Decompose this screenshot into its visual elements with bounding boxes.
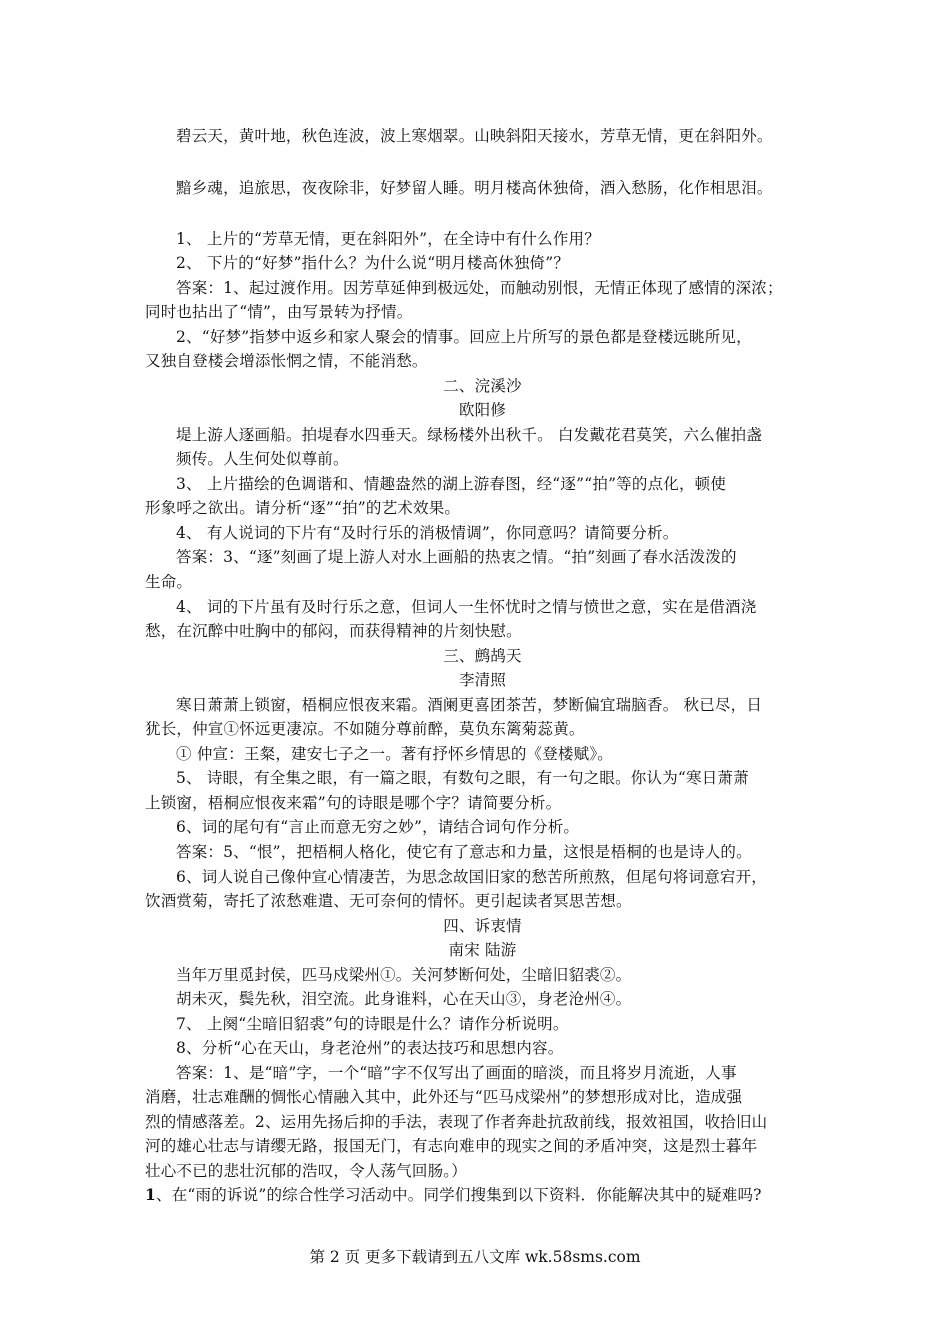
section-title: 四、诉衷情 [443,917,522,935]
poem-line: 碧云天，黄叶地，秋色连波，波上寒烟翠。山映斜阳天接水，芳草无情，更在斜阳外。 [176,127,773,145]
answer-line: 饮酒赏菊，寄托了浓愁难遣、无可奈何的情怀。更引起读者冥思苦想。 [145,892,632,910]
question: 形象呼之欲出。请分析“逐”“拍”的艺术效果。 [145,499,461,517]
answer-line: 4、 词的下片虽有及时行乐之意，但词人一生怀忧时之情与愤世之意，实在是借酒浇 [176,598,757,616]
question: 4、 有人说词的下片有“及时行乐的消极情调”，你同意吗？请简要分析。 [176,524,679,542]
section-author: 南宋 陆游 [448,941,517,959]
question: 5、 诗眼，有全集之眼，有一篇之眼，有数句之眼，有一句之眼。你认为“寒日萧萧 [176,769,749,787]
answer-line: 答案：1、起过渡作用。因芳草延伸到极远处，而触动别恨，无情正体现了感情的深浓； [176,279,783,297]
poem-line: 犹长，仲宣①怀远更凄凉。不如随分尊前醉，莫负东篱菊蕊黄。 [145,720,585,738]
question: 2、 下片的“好梦”指什么？为什么说“明月楼高休独倚”？ [176,254,570,272]
footnote: ① 仲宣：王粲，建安七子之一。著有抒怀乡情思的《登楼赋》。 [176,745,613,763]
answer-line: 答案：1、是“暗”字，一个“暗”字不仅写出了画面的暗淡，而且将岁月流逝，人事 [176,1064,737,1082]
answer-line: 愁，在沉醉中吐胸中的郁闷，而获得精神的片刻快慰。 [145,622,522,640]
question: 上锁窗，梧桐应恨夜来霜”句的诗眼是哪个字？请简要分析。 [145,794,562,812]
question-activity [145,1183,820,1207]
question: 7、 上阕“尘暗旧貂裘”句的诗眼是什么？请作分析说明。 [176,1015,569,1033]
answer-line: 消磨，壮志难酬的惆怅心情融入其中，此外还与“匹马戍梁州”的梦想形成对比，造成强 [145,1088,743,1106]
question-number: 1 [145,1185,156,1204]
poem-line: 寒日萧萧上锁窗，梧桐应恨夜来霜。酒阑更喜团茶苦，梦断偏宜瑞脑香。 秋已尽，日 [176,696,763,714]
question: 6、词的尾句有“言止而意无穷之妙”，请结合词句作分析。 [176,818,580,836]
section-title: 三、鹧鸪天 [443,647,522,665]
answer-line: 2、“好梦”指梦中返乡和家人聚会的情事。回应上片所写的景色都是登楼远眺所见， [176,328,752,346]
answer-line: 生命。 [145,573,193,591]
answer-line: 烈的情感落差。2、运用先扬后抑的手法，表现了作者奔赴抗敌前线，报效祖国，收拾旧山 [145,1113,768,1131]
answer-line: 壮心不已的悲壮沉郁的浩叹，令人荡气回肠。） [145,1162,467,1180]
poem-line: 胡未灭，鬓先秋，泪空流。此身谁料，心在天山③，身老沧州④。 [176,990,632,1008]
poem-line: 堤上游人逐画船。拍堤春水四垂天。绿杨楼外出秋千。 白发戴花君莫笑，六么催拍盏 [176,426,763,444]
answer-line: 6、词人说自己像仲宣心情凄苦，为思念故国旧家的愁苦所煎熬，但尾句将词意宕开， [176,868,767,886]
answer-line: 河的雄心壮志与请缨无路，报国无门，有志向难申的现实之间的矛盾冲突，这是烈士暮年 [145,1137,758,1155]
section-author: 李清照 [458,671,507,689]
section-title: 二、浣溪沙 [443,377,522,395]
poem-line: 频传。人生何处似尊前。 [176,450,349,468]
question: 1、 上片的“芳草无情，更在斜阳外”，在全诗中有什么作用？ [176,230,600,248]
page-footer: 第 2 页 更多下载请到五八文库 wk.58sms.com [309,1248,641,1266]
poem-line: 当年万里觅封侯，匹马戍梁州①。关河梦断何处，尘暗旧貂裘②。 [176,966,632,984]
poem-line: 黯乡魂，追旅思，夜夜除非，好梦留人睡。明月楼高休独倚，酒入愁肠，化作相思泪。 [176,179,773,197]
question: 8、分析“心在天山，身老沧州”的表达技巧和思想内容。 [176,1039,564,1057]
answer-line: 同时也拈出了“情”，由写景转为抒情。 [145,303,413,321]
answer-line: 又独自登楼会增添怅惘之情，不能消愁。 [145,352,428,370]
question: 3、 上片描绘的色调谐和、情趣盎然的湖上游春图，经“逐”“拍”等的点化，顿使 [176,475,727,493]
answer-line: 答案：3、“逐”刻画了堤上游人对水上画船的热衷之情。“拍”刻画了春水活泼泼的 [176,548,737,566]
question-text: 、在“雨的诉说”的综合性学习活动中。同学们搜集到以下资料．你能解决其中的疑难吗? [156,1186,762,1204]
section-author: 欧阳修 [458,401,507,419]
answer-line: 答案：5、“恨”，把梧桐人格化，使它有了意志和力量，这恨是梧桐的也是诗人的。 [176,843,752,861]
